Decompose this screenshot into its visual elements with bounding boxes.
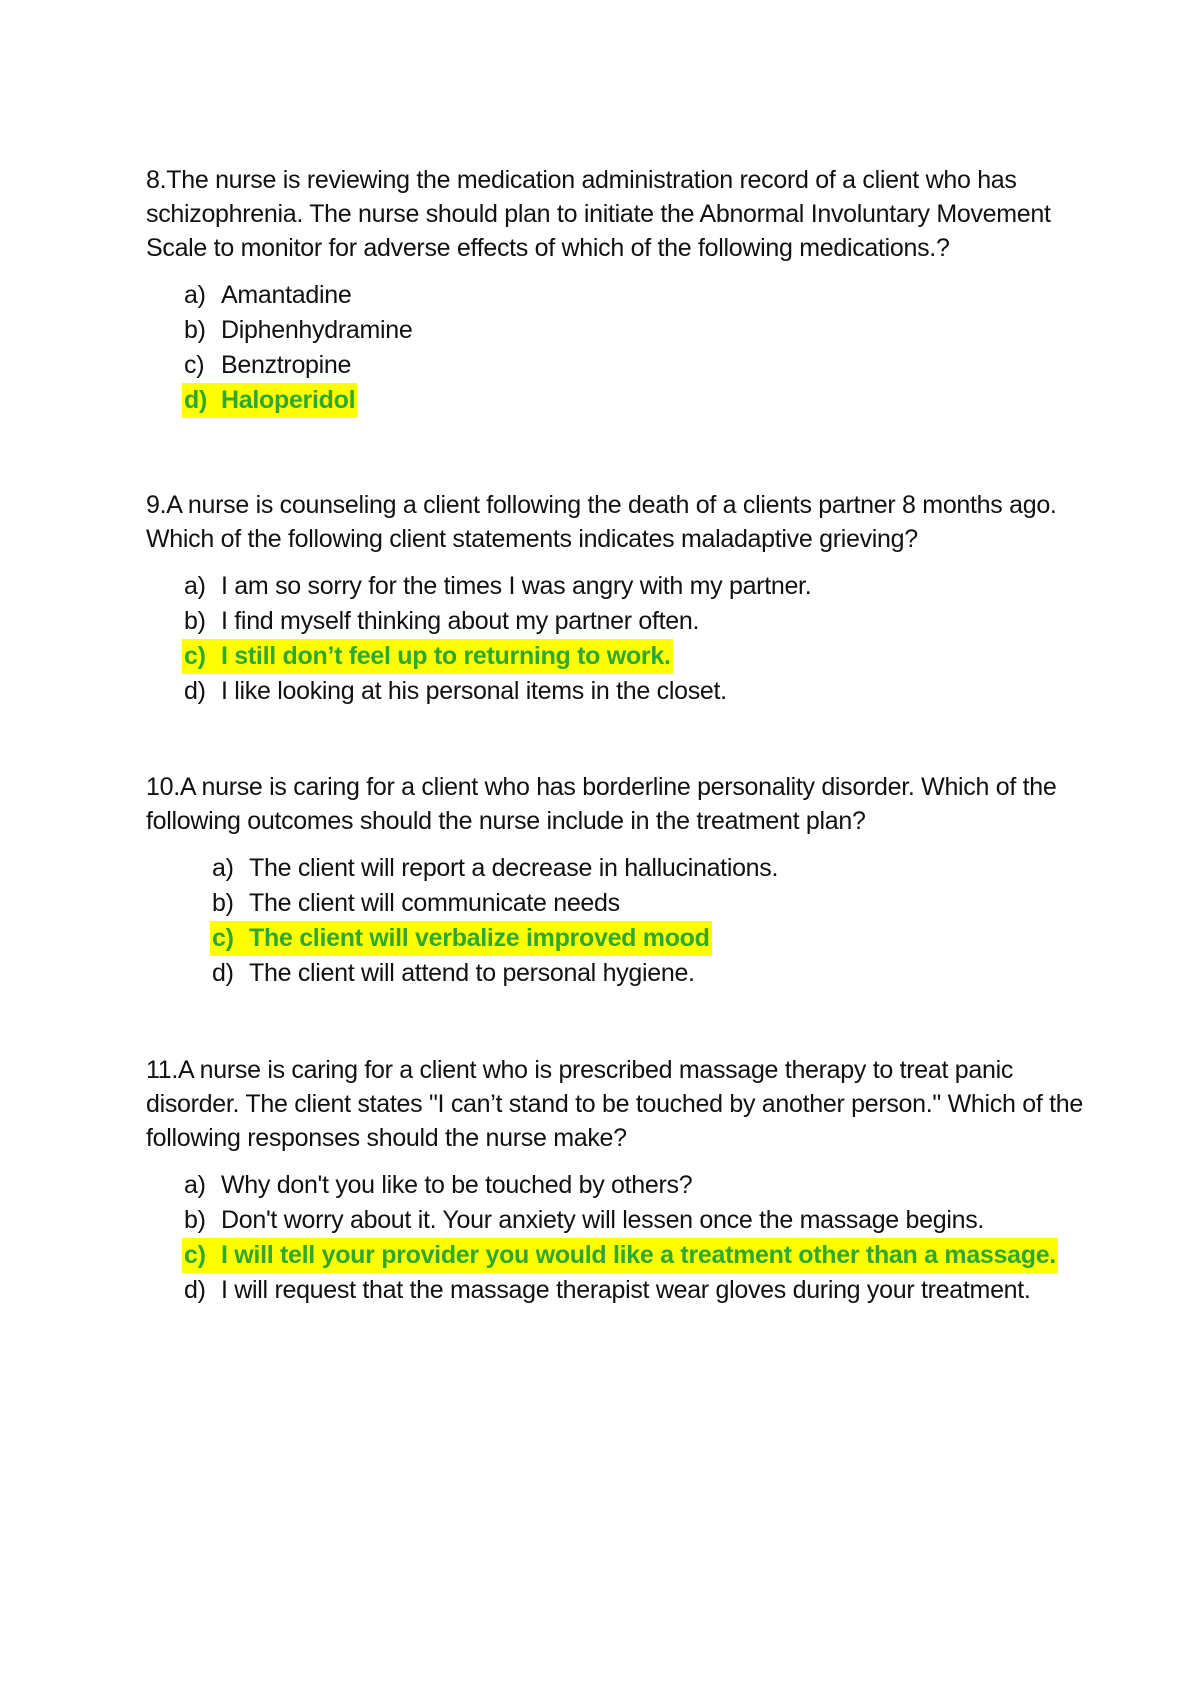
option-text: I am so sorry for the times I was angry with my partner. <box>221 572 812 600</box>
option-letter: d) <box>184 677 206 705</box>
option-b <box>210 886 1096 921</box>
question-stem: 8.The nurse is reviewing the medication administration record of a client who has schizophrenia. The nurse should plan to initiate the Abnormal Involuntary Movement Scale to monitor for adverse effects of which of the following medications.? <box>146 166 1051 262</box>
option-text: Don't worry about it. Your anxiety will lessen once the massage begins. <box>221 1206 985 1234</box>
option-letter: a) <box>184 572 206 600</box>
option-letter: d) <box>184 386 207 414</box>
option-d <box>182 674 1096 709</box>
question-10 <box>146 770 1096 991</box>
option-d <box>210 956 1096 991</box>
option-letter: d) <box>212 959 234 987</box>
option-text: The client will communicate needs <box>249 889 620 917</box>
option-list <box>146 278 1096 418</box>
option-text: I will request that the massage therapist wear gloves during your treatment. <box>221 1276 1031 1304</box>
question-stem: 9.A nurse is counseling a client following the death of a clients partner 8 months ago. Which of the following client statements indicates maladaptive grieving? <box>146 491 1057 553</box>
option-b <box>182 1203 1096 1238</box>
option-b <box>182 313 1096 348</box>
option-d <box>182 1273 1096 1308</box>
page-top-mark <box>592 0 614 2</box>
question-11 <box>146 1053 1096 1308</box>
option-list <box>146 851 1096 991</box>
option-text: I will tell your provider you would like a treatment other than a massage. <box>221 1241 1056 1269</box>
option-a <box>182 569 1096 604</box>
option-letter: b) <box>212 889 234 917</box>
option-letter: b) <box>184 1206 206 1234</box>
option-text: Haloperidol <box>221 386 356 414</box>
option-letter: a) <box>184 281 206 309</box>
option-letter: a) <box>212 854 234 882</box>
option-text: The client will attend to personal hygiene. <box>249 959 695 987</box>
option-letter: d) <box>184 1276 206 1304</box>
option-letter: b) <box>184 607 206 635</box>
option-text: Why don't you like to be touched by others? <box>221 1171 693 1199</box>
option-text: Amantadine <box>221 281 352 309</box>
question-stem: 11.A nurse is caring for a client who is prescribed massage therapy to treat panic disorder. The client states "I can’t stand to be touched by another person." Which of the following responses should the nurse make? <box>146 1056 1083 1152</box>
option-letter: c) <box>184 1241 206 1269</box>
option-a <box>182 278 1096 313</box>
option-list <box>146 1168 1096 1308</box>
option-text: Diphenhydramine <box>221 316 413 344</box>
option-text: I find myself thinking about my partner often. <box>221 607 700 635</box>
question-stem: 10.A nurse is caring for a client who has borderline personality disorder. Which of the following outcomes should the nurse include in the treatment plan? <box>146 773 1057 835</box>
option-text: The client will verbalize improved mood <box>249 924 710 952</box>
option-text: The client will report a decrease in hallucinations. <box>249 854 779 882</box>
question-9 <box>146 488 1096 709</box>
option-text: Benztropine <box>221 351 352 379</box>
option-letter: c) <box>184 351 205 379</box>
option-c-highlighted-answer <box>182 1238 1096 1273</box>
option-letter: b) <box>184 316 206 344</box>
option-list <box>146 569 1096 709</box>
option-c <box>182 348 1096 383</box>
option-letter: c) <box>184 642 206 670</box>
option-text: I still don’t feel up to returning to work. <box>221 642 671 670</box>
option-letter: c) <box>212 924 234 952</box>
option-c-highlighted-answer <box>182 639 1096 674</box>
option-text: I like looking at his personal items in the closet. <box>221 677 727 705</box>
option-letter: a) <box>184 1171 206 1199</box>
option-a <box>182 1168 1096 1203</box>
option-b <box>182 604 1096 639</box>
option-d-highlighted-answer <box>182 383 1096 418</box>
question-8 <box>146 163 1096 418</box>
option-a <box>210 851 1096 886</box>
option-c-highlighted-answer <box>210 921 1096 956</box>
